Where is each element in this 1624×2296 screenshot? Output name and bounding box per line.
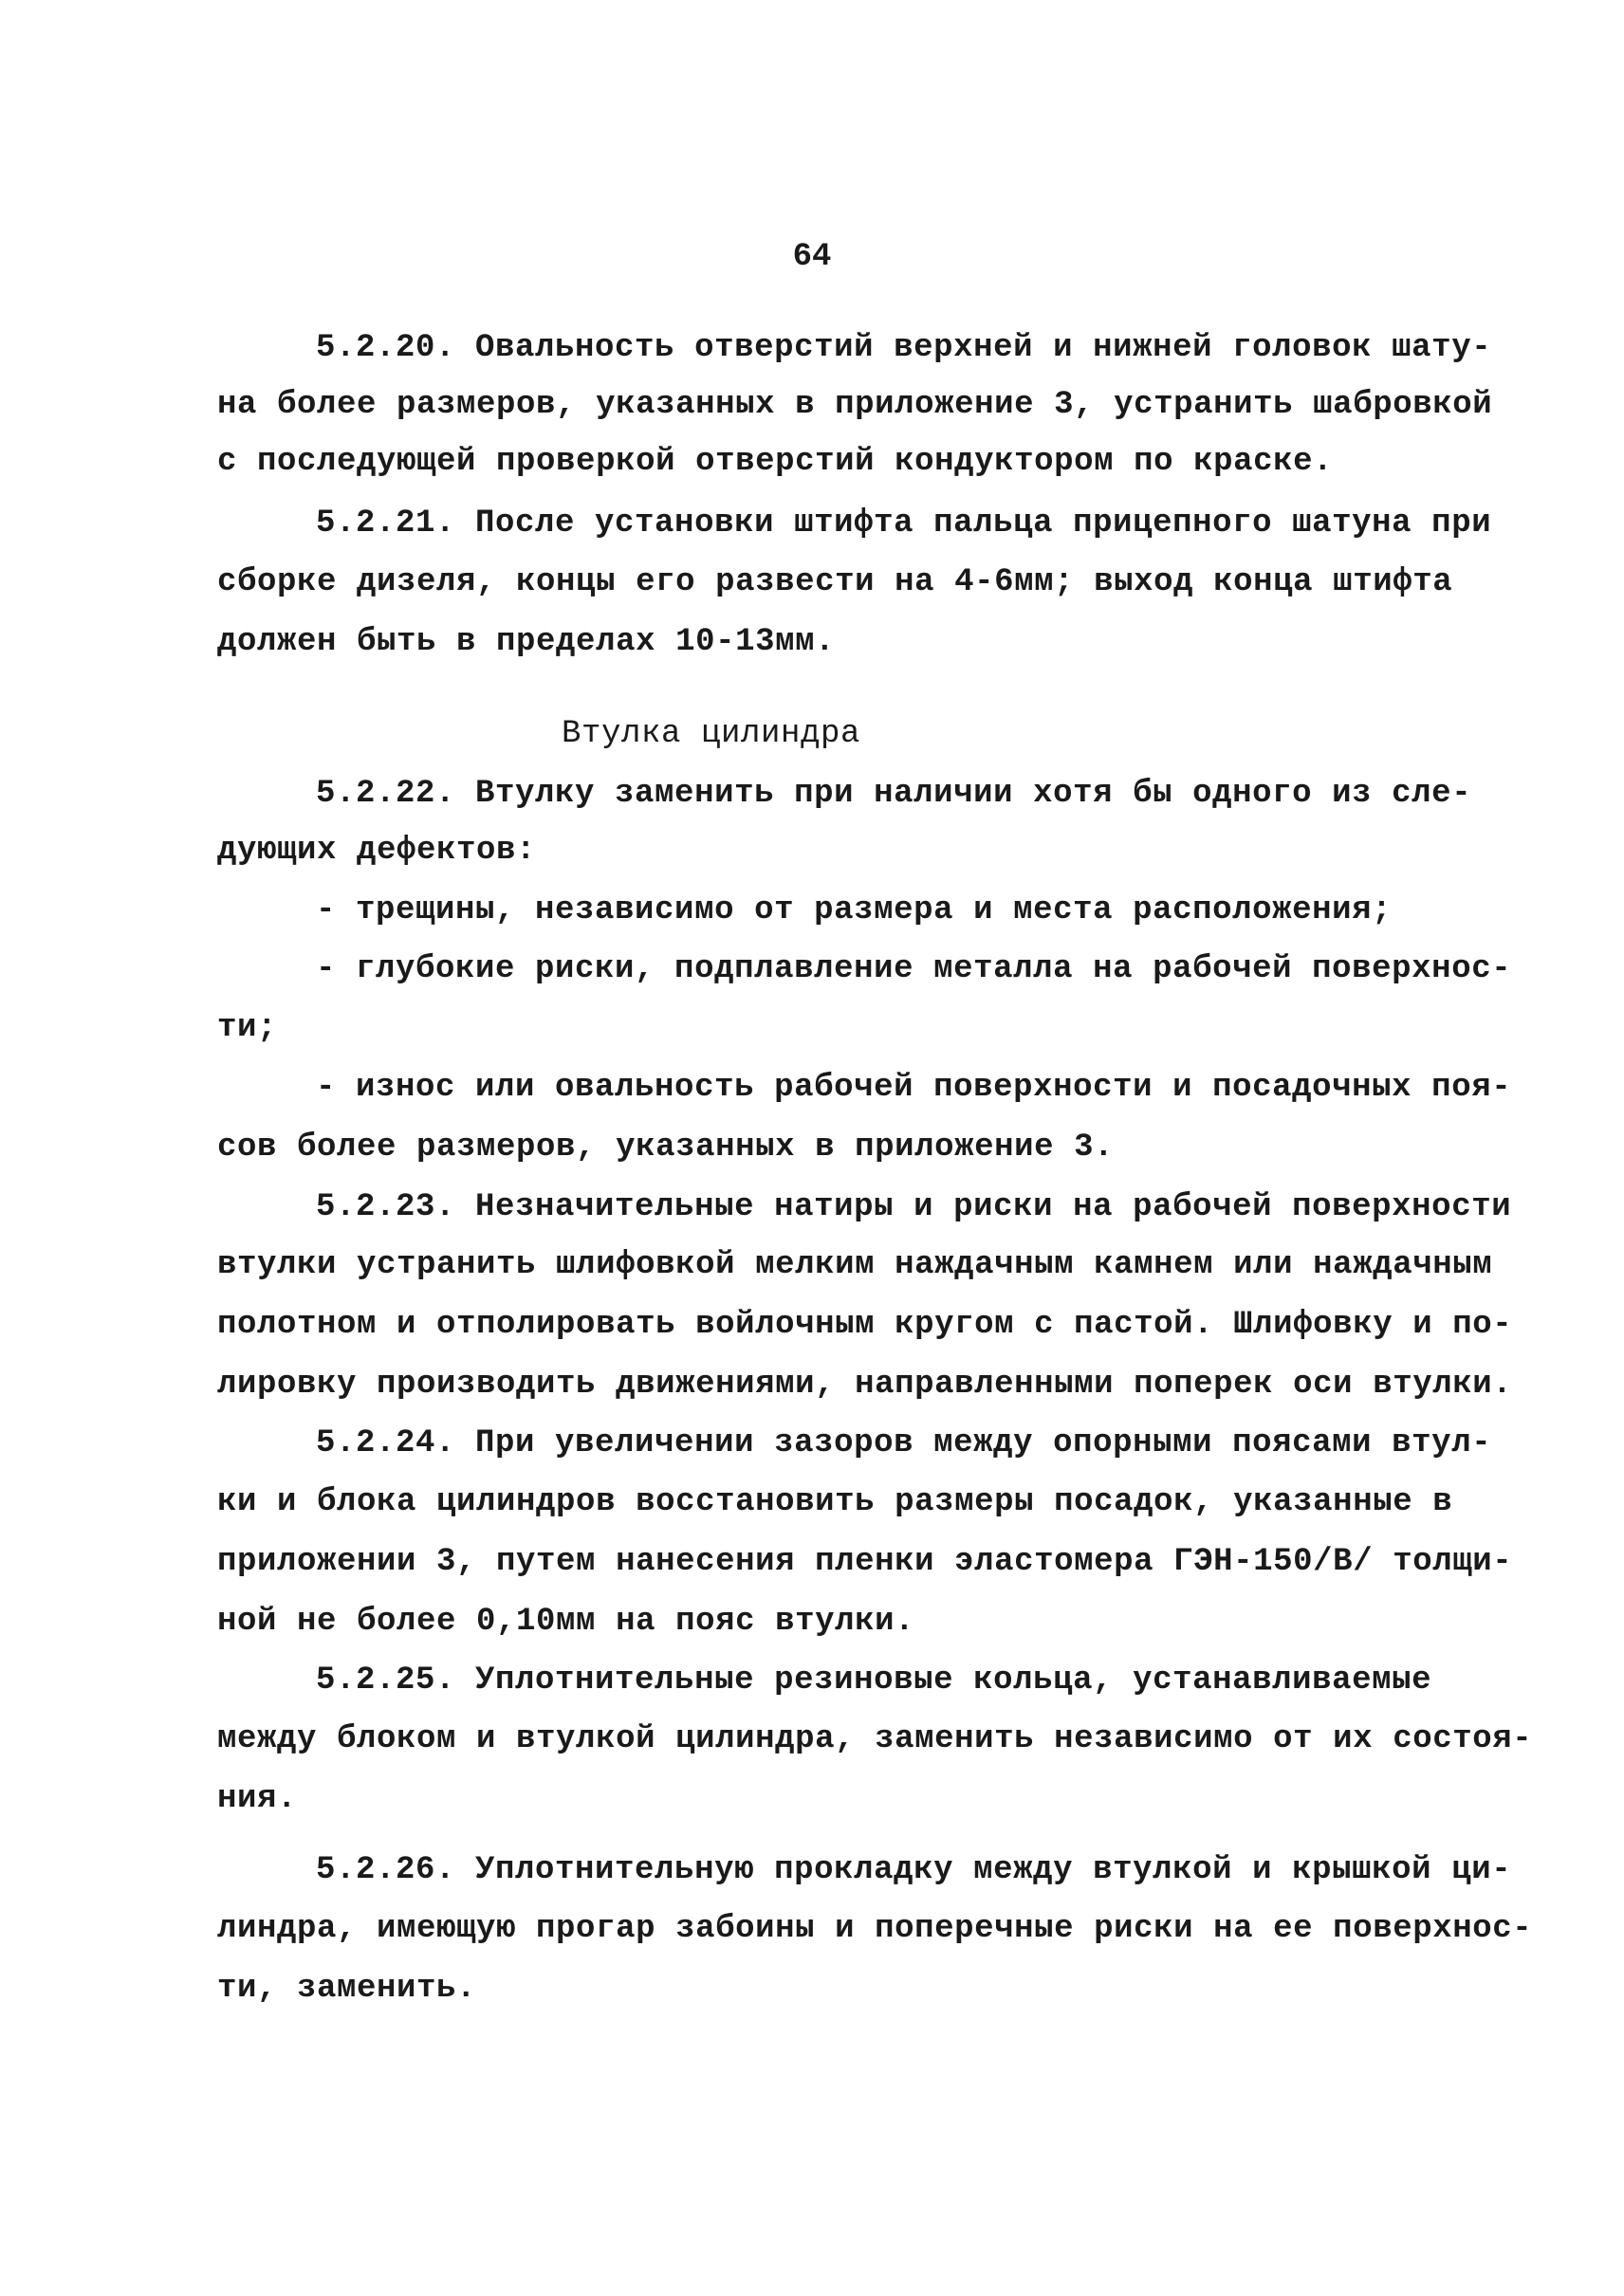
section-heading: Втулка цилиндра [562, 716, 861, 752]
text-line: ния. [217, 1781, 298, 1817]
text-line: должен быть в пределах 10-13мм. [217, 624, 836, 660]
text-line: втулки устранить шлифовкой мелким наждачным камнем или наждачным [217, 1247, 1493, 1283]
text-line: 5.2.23. Незначительные натиры и риски на рабочей поверхности [316, 1189, 1512, 1225]
list-item: - износ или овальность рабочей поверхности и посадочных поя- [316, 1070, 1512, 1106]
text-line: 5.2.24. При увеличении зазоров между опорными поясами втул- [316, 1425, 1492, 1461]
text-line: 5.2.20. Овальность отверстий верхней и нижней головок шату- [316, 330, 1492, 366]
page-number: 64 [792, 239, 832, 275]
text-line: между блоком и втулкой цилиндра, заменить независимо от их состоя- [217, 1721, 1533, 1757]
text-line: ной не более 0,10мм на пояс втулки. [217, 1604, 915, 1640]
list-item: - трещины, независимо от размера и места расположения; [316, 892, 1393, 928]
text-line: 5.2.22. Втулку заменить при наличии хотя бы одного из сле- [316, 776, 1472, 812]
text-line: приложении 3, путем нанесения пленки эластомера ГЭН-150/В/ толщи- [217, 1544, 1513, 1580]
text-line: полотном и отполировать войлочным кругом с пастой. Шлифовку и по- [217, 1307, 1513, 1343]
text-line: сов более размеров, указанных в приложение 3. [217, 1130, 1115, 1166]
text-line: на более размеров, указанных в приложение 3, устранить шабровкой [217, 387, 1493, 423]
list-item: - глубокие риски, подплавление металла на рабочей поверхнос- [316, 951, 1512, 987]
text-line: ки и блока цилиндров восстановить размеры посадок, указанные в [217, 1484, 1453, 1520]
text-line: ти; [217, 1010, 278, 1046]
text-line: ти, заменить. [217, 1971, 477, 2007]
text-line: 5.2.25. Уплотнительные резиновые кольца, устанавливаемые [316, 1662, 1432, 1699]
text-line: с последующей проверкой отверстий кондуктором по краске. [217, 444, 1334, 480]
text-line: линдра, имеющую прогар забоины и поперечные риски на ее поверхнос- [217, 1911, 1533, 1947]
text-line: лировку производить движениями, направленными поперек оси втулки. [217, 1367, 1513, 1403]
text-line: сборке дизеля, концы его развести на 4-6мм; выход конца штифта [217, 564, 1453, 600]
text-line: 5.2.21. После установки штифта пальца прицепного шатуна при [316, 505, 1492, 542]
text-line: 5.2.26. Уплотнительную прокладку между втулкой и крышкой ци- [316, 1852, 1512, 1888]
text-line: дующих дефектов: [217, 833, 537, 869]
